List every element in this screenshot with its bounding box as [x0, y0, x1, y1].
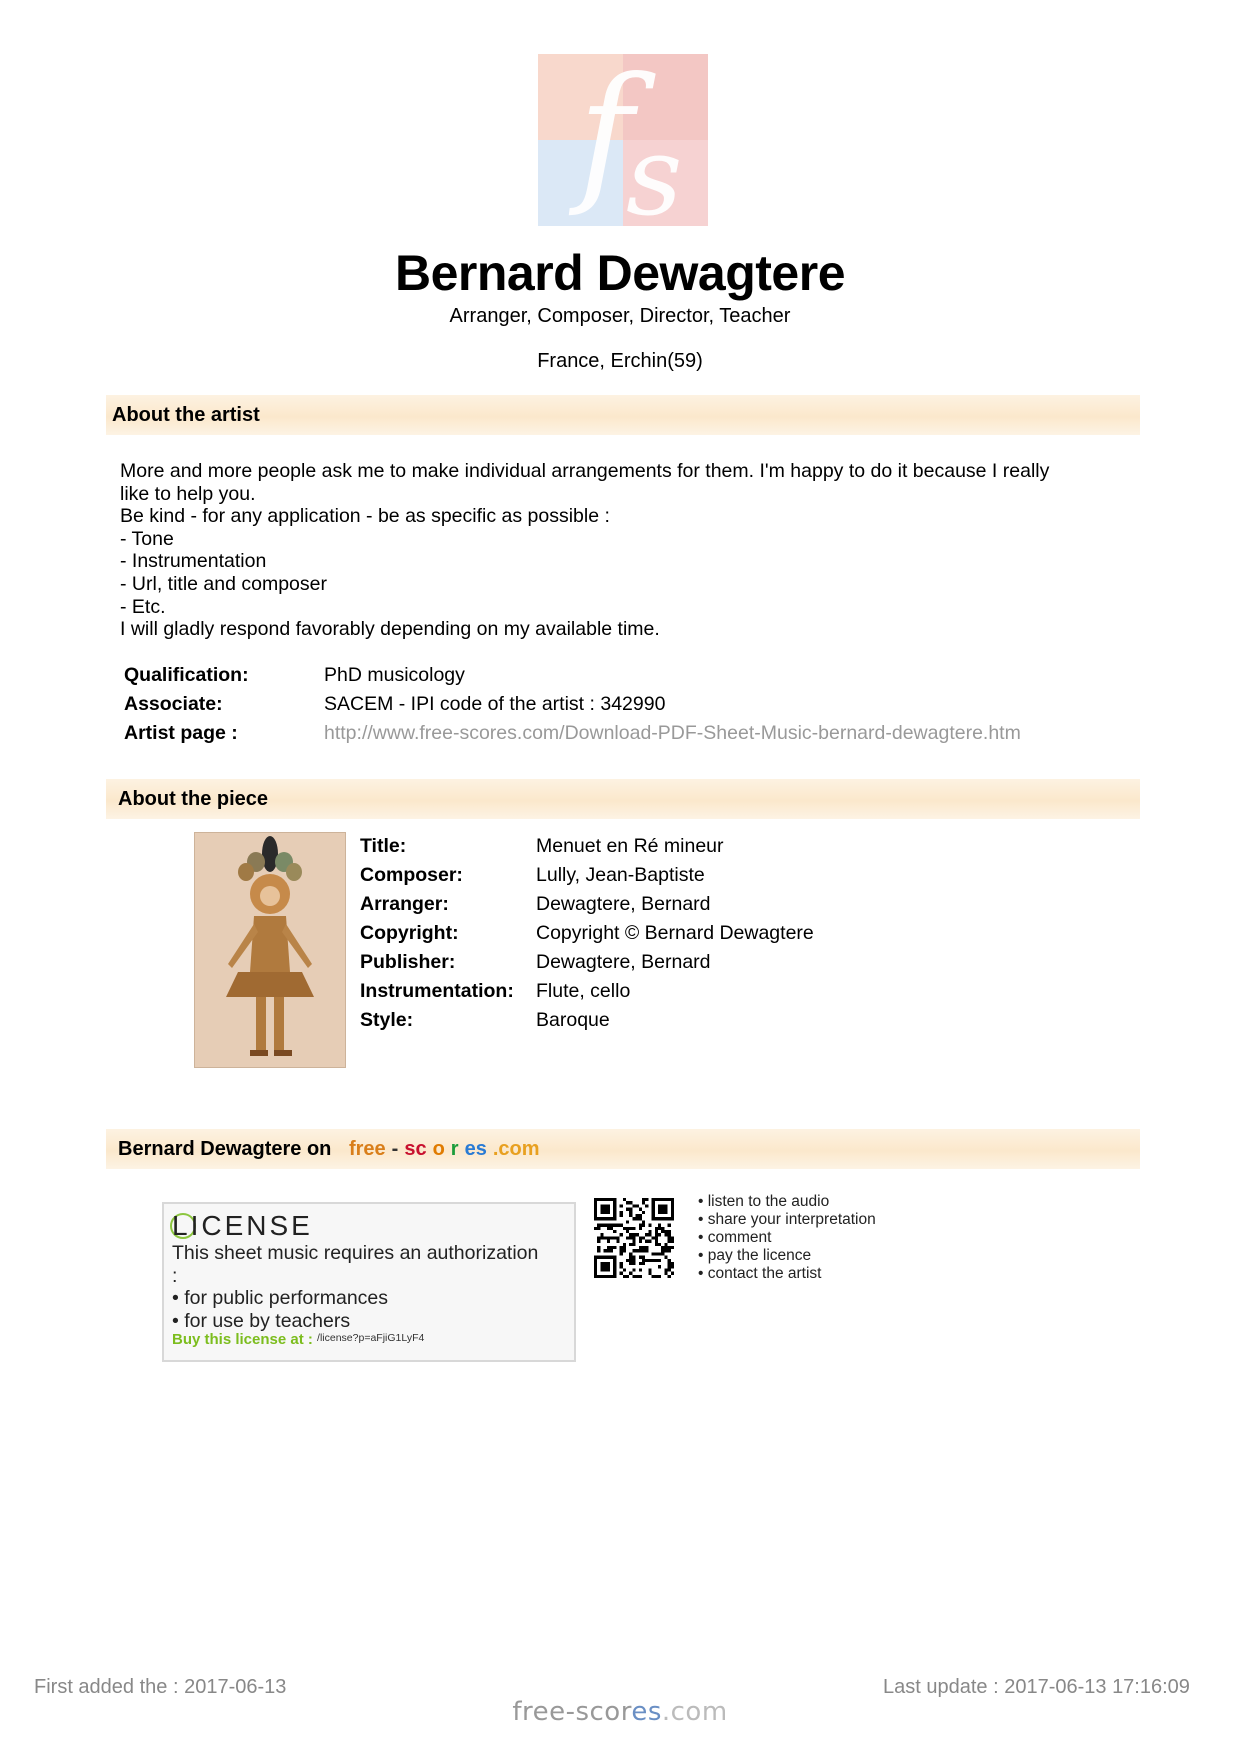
arranger-value: Dewagtere, Bernard	[536, 893, 711, 915]
artist-location: France, Erchin(59)	[537, 350, 703, 372]
about-line: More and more people ask me to make individual arrangements for them. I'm happy to do it because I really	[120, 460, 1050, 482]
instrumentation-label: Instrumentation:	[360, 980, 514, 1002]
license-url[interactable]: /license?p=aFjiG1LyF4	[317, 1332, 425, 1344]
section-prefix: Bernard Dewagtere on	[118, 1138, 337, 1160]
brand-part: free-scor	[512, 1697, 632, 1727]
last-update: Last update : 2017-06-13 17:16:09	[883, 1676, 1190, 1698]
about-line: Be kind - for any application - be as specific as possible :	[120, 505, 610, 528]
section-about-artist	[106, 395, 1140, 435]
publisher-label: Publisher:	[360, 951, 456, 973]
title-label: Title:	[360, 835, 407, 857]
about-line: - Instrumentation	[120, 550, 267, 573]
brand-part: es	[631, 1697, 662, 1727]
benefit-item: • share your interpretation	[698, 1211, 876, 1228]
composer-value: Lully, Jean-Baptiste	[536, 864, 705, 886]
publisher-value: Dewagtere, Bernard	[536, 951, 711, 973]
composer-label: Composer:	[360, 864, 463, 886]
brand-part: sc	[404, 1138, 427, 1160]
section-title: About the piece	[118, 788, 269, 810]
section-title	[106, 1138, 540, 1160]
artist-page-link[interactable]: http://www.free-scores.com/Download-PDF-Sheet-Music-bernard-dewagtere.htm	[324, 722, 1021, 744]
piece-illustration	[194, 832, 346, 1068]
copyright-label: Copyright:	[360, 922, 459, 944]
footer-brand	[0, 1697, 1240, 1727]
benefit-item: • comment	[698, 1229, 772, 1246]
brand-part: .com	[661, 1697, 728, 1727]
license-line: • for use by teachers	[172, 1309, 351, 1332]
about-line: - Etc.	[120, 595, 166, 618]
brand-part: o	[432, 1138, 445, 1160]
style-label: Style:	[360, 1009, 414, 1031]
svg-text:f: f	[578, 54, 634, 220]
brand-part: .com	[492, 1138, 540, 1160]
benefit-item: • listen to the audio	[698, 1193, 830, 1210]
artist-name: Bernard Dewagtere	[395, 245, 845, 301]
associate-value: SACEM - IPI code of the artist : 342990	[324, 693, 666, 715]
about-text	[120, 460, 1130, 641]
copyright-value: Copyright © Bernard Dewagtere	[536, 922, 814, 944]
about-line: I will gladly respond favorably depending on my available time.	[120, 618, 660, 641]
instrumentation-value: Flute, cello	[536, 980, 631, 1002]
brand-part: free	[348, 1138, 386, 1160]
license-line: This sheet music requires an authorization	[172, 1242, 539, 1264]
qr-code-icon[interactable]	[594, 1198, 674, 1278]
free-scores-link[interactable]	[337, 1138, 540, 1160]
license-buy	[172, 1331, 424, 1348]
arranger-label: Arranger:	[360, 893, 449, 915]
section-on-free-scores	[106, 1129, 1140, 1169]
license-line: • for public performances	[172, 1287, 389, 1309]
qualification-label: Qualification:	[124, 664, 249, 686]
artist-page-label: Artist page :	[124, 722, 238, 744]
license-line: :	[172, 1264, 178, 1287]
title-value: Menuet en Ré mineur	[536, 835, 724, 857]
brand-part: es	[464, 1138, 487, 1160]
first-added: First added the : 2017-06-13	[34, 1676, 287, 1698]
svg-text:s: s	[626, 112, 683, 226]
license-title: LICENSE	[172, 1210, 313, 1241]
about-line: - Tone	[120, 527, 174, 550]
benefit-item: • pay the licence	[698, 1247, 812, 1264]
license-box	[162, 1202, 576, 1362]
benefits-list	[698, 1193, 876, 1283]
associate-label: Associate:	[124, 693, 223, 715]
buy-label: Buy this license at :	[172, 1331, 318, 1348]
artist-roles: Arranger, Composer, Director, Teacher	[449, 305, 791, 327]
license-text	[172, 1242, 572, 1332]
benefit-item: • contact the artist	[698, 1265, 822, 1282]
free-scores-logo	[538, 54, 708, 226]
about-line: like to help you.	[120, 482, 256, 505]
style-value: Baroque	[536, 1009, 610, 1031]
section-title: About the artist	[112, 404, 260, 426]
brand-part: -	[391, 1138, 399, 1160]
qualification-value: PhD musicology	[324, 664, 465, 686]
about-line: - Url, title and composer	[120, 572, 327, 595]
brand-part: r	[450, 1138, 459, 1160]
section-about-piece	[106, 779, 1140, 819]
